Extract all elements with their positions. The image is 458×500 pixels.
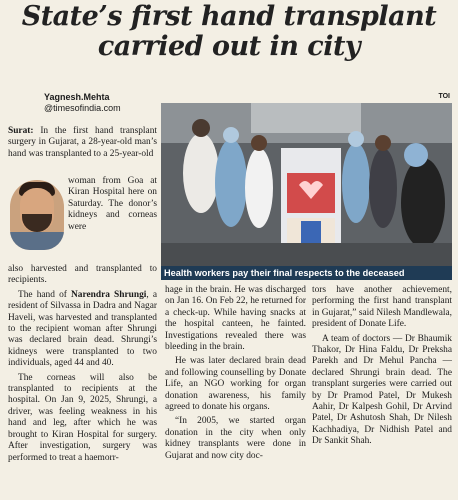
photo-credit: TOI (438, 93, 450, 100)
byline-handle: @timesofindia.com (44, 103, 121, 113)
column-1-paragraph-3: The corneas will also be transplanted to recipients at the hospital. On Jan 9, 2025, Shrungi, a driver, was feeling weakness in his hand and leg, after which he was brought to Kiran Hospital for surgery. After investigation, surgery was performed to treat a haemorr- (8, 372, 157, 463)
column-2-paragraph-2: He was later declared brain dead and following counselling by Donate Life, an NGO working for organ donation awareness, his family agreed to donate his organs. (165, 356, 306, 413)
photo-caption: Health workers pay their final respects to the deceased (161, 266, 452, 280)
byline (44, 92, 121, 114)
column-1-paragraph-1c: also harvested and transplanted to recipients. (8, 264, 157, 286)
donor-name: Narendra Shrungi (71, 289, 147, 300)
paragraph-2-rest: , a resident of Silvassa in Dadra and Nagar Haveli, was harvested and transplanted to the recipient woman after Shrungi was declared brain dead. Shrungi’s kidneys were transplanted to two individuals, aged 44 and 40. (8, 289, 157, 369)
column-2-paragraph-3: “In 2005, we started organ donation in the city when only kidney transplants were done in Gujarat and now city doc- (165, 416, 306, 461)
column-1-intro (8, 126, 157, 176)
paragraph-2-lead: The hand of (18, 289, 67, 300)
column-2 (165, 285, 306, 496)
reporter-avatar (10, 180, 64, 250)
headline: State’s first hand transplant carried out in city (21, 1, 437, 62)
column-3-paragraph-1: tors have another achievement, performing the first hand transplant in Gujarat,” said Nilesh Mandlewala, president of Donate Life. (312, 285, 452, 330)
column-1-paragraph-1a: In the first hand transplant surgery in Gujarat, a 28-year-old man’s hand was transplanted to a 25-year-old (8, 126, 157, 159)
column-3-paragraph-2: A team of doctors — Dr Bhaumik Thakor, Dr Hina Faldu, Dr Preksha Parekh and Dr Mehul Pancha — declared Shrungi brain dead. The transplant surgeries were carried out by Dr Pramod Patel, Dr Mukesh Aahir, Dr Kalpesh Gohil, Dr Arvind Patel, Dr Ashutosh Shah, Dr Nilesh Kachhadiya, Dr Nidhish Patel and Dr Sankit Shah. (312, 333, 452, 447)
dateline: Surat: (8, 126, 34, 136)
column-1-paragraph-1b: woman from Goa at Kiran Hospital here on Saturday. The donor’s kidneys and corneas were (68, 176, 157, 232)
column-2-paragraph-1: hage in the brain. He was discharged on Jan 16. On Feb 22, he returned for a check-up. While having snacks at the hospital canteen, he fainted. Investigations revealed there was bleeding in the brain. (165, 285, 306, 353)
byline-name: Yagnesh.Mehta (44, 92, 110, 102)
column-3 (312, 285, 452, 496)
news-photo (161, 103, 452, 266)
column-1-wrap (68, 176, 157, 264)
column-1-body (8, 264, 157, 496)
